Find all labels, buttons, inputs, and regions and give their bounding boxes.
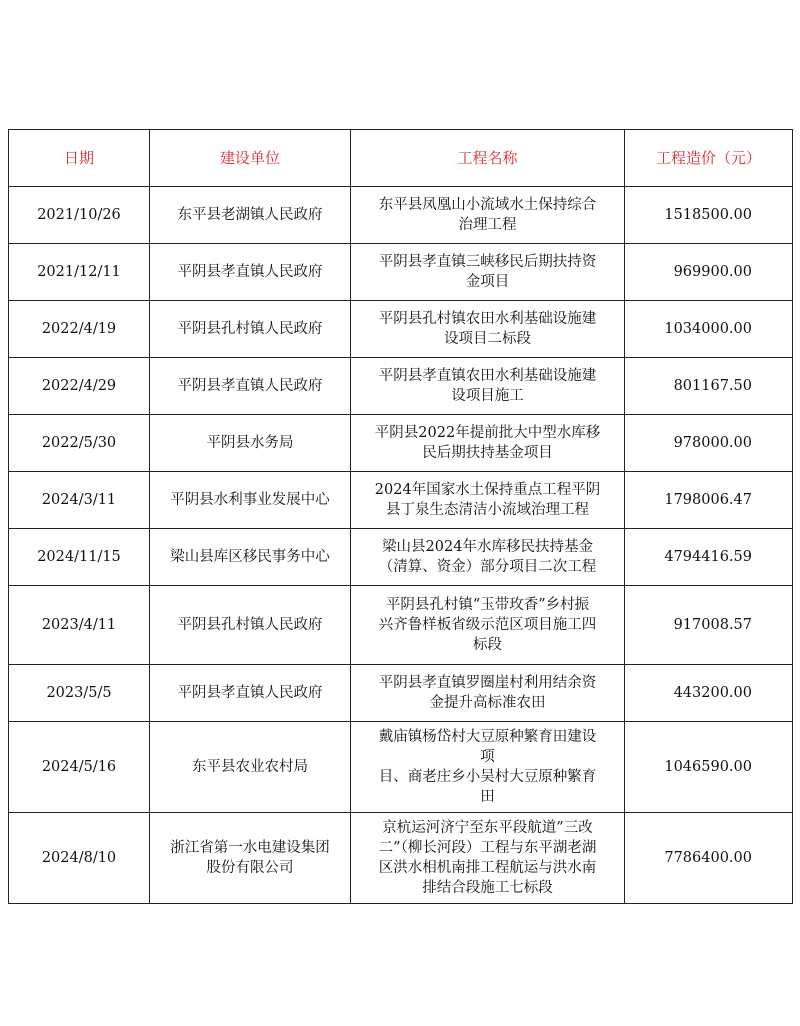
project-cell-line: 戴庙镇杨岱村大豆原种繁育田建设 (378, 729, 597, 745)
project-cell-line: 二”（柳长河段）工程与东平湖老湖 (378, 840, 597, 856)
date-cell: 2024/8/10 (9, 813, 150, 904)
project-cell (351, 415, 625, 472)
project-cell-line: 平阴县孔村镇“玉带玫香”乡村振 (385, 597, 590, 613)
table-row (9, 472, 793, 529)
project-cell-line: 金提升高标准农田 (429, 695, 546, 711)
unit-cell-line: 平阴县水务局 (206, 435, 294, 451)
project-cell (351, 529, 625, 586)
table-row (9, 301, 793, 358)
date-cell: 2024/11/15 (9, 529, 150, 586)
unit-cell (150, 244, 351, 301)
project-cell-line: 京杭运河济宁至东平段航道”三改 (382, 820, 593, 836)
unit-cell (150, 472, 351, 529)
project-cell (351, 187, 625, 244)
project-cell-line: （清算、资金）部分项目二次工程 (378, 559, 597, 575)
project-cell-line: 平阴县2022年提前批大中型水库移 (374, 425, 601, 441)
unit-cell-line: 平阴县孝直镇人民政府 (177, 685, 323, 701)
cost-cell: 4794416.59 (625, 529, 793, 586)
unit-cell-line: 梁山县库区移民事务中心 (170, 549, 330, 565)
project-cell (351, 813, 625, 904)
project-cell-line: 兴齐鲁样板省级示范区项目施工四 (378, 617, 597, 633)
date-cell: 2022/4/19 (9, 301, 150, 358)
unit-cell-line: 浙江省第一水电建设集团 (170, 840, 330, 856)
project-cell (351, 301, 625, 358)
project-cell (351, 244, 625, 301)
project-cell (351, 586, 625, 665)
cost-cell: 969900.00 (625, 244, 793, 301)
unit-cell-line: 平阴县孝直镇人民政府 (177, 378, 323, 394)
project-cell-line: 田 (480, 789, 495, 805)
date-cell: 2024/5/16 (9, 722, 150, 813)
table-row (9, 415, 793, 472)
cost-cell: 801167.50 (625, 358, 793, 415)
project-cell-line: 民后期扶持基金项目 (422, 445, 553, 461)
unit-cell (150, 586, 351, 665)
date-cell: 2023/4/11 (9, 586, 150, 665)
table-row (9, 665, 793, 722)
project-cell-line: 梁山县2024年水库移民扶持基金 (382, 539, 593, 555)
date-cell: 2021/10/26 (9, 187, 150, 244)
unit-cell (150, 358, 351, 415)
unit-cell-line: 东平县老湖镇人民政府 (177, 207, 323, 223)
table-row (9, 244, 793, 301)
unit-cell (150, 301, 351, 358)
unit-cell (150, 187, 351, 244)
date-cell: 2023/5/5 (9, 665, 150, 722)
header-unit: 建设单位 (150, 130, 351, 187)
project-cell-line: 目、商老庄乡小吴村大豆原种繁育 (378, 769, 597, 785)
project-cell (351, 665, 625, 722)
project-cell-line: 项 (480, 749, 495, 765)
table-row (9, 529, 793, 586)
date-cell: 2022/4/29 (9, 358, 150, 415)
unit-cell (150, 415, 351, 472)
cost-cell: 978000.00 (625, 415, 793, 472)
project-cell (351, 358, 625, 415)
table-row (9, 722, 793, 813)
cost-cell: 1798006.47 (625, 472, 793, 529)
project-cell-line: 平阴县孝直镇三峡移民后期扶持资 (378, 254, 597, 270)
unit-cell (150, 722, 351, 813)
project-cell-line: 治理工程 (458, 217, 517, 233)
table-row (9, 586, 793, 665)
unit-cell (150, 665, 351, 722)
unit-cell-line: 平阴县孔村镇人民政府 (177, 321, 323, 337)
project-cell-line: 平阴县孝直镇罗圈崖村利用结余资 (378, 675, 597, 691)
project-cell (351, 722, 625, 813)
cost-cell: 443200.00 (625, 665, 793, 722)
project-cell-line: 排结合段施工七标段 (422, 880, 553, 896)
project-cell-line: 县丁泉生态清洁小流域治理工程 (386, 502, 589, 518)
date-cell: 2022/5/30 (9, 415, 150, 472)
unit-cell-line: 平阴县孝直镇人民政府 (177, 264, 323, 280)
table-row (9, 358, 793, 415)
table-row (9, 187, 793, 244)
table-body (9, 187, 793, 904)
header-cost: 工程造价（元） (625, 130, 793, 187)
cost-cell: 917008.57 (625, 586, 793, 665)
cost-cell: 1034000.00 (625, 301, 793, 358)
cost-cell: 1046590.00 (625, 722, 793, 813)
date-cell: 2021/12/11 (9, 244, 150, 301)
unit-cell (150, 529, 351, 586)
project-table (8, 129, 793, 904)
cost-cell: 7786400.00 (625, 813, 793, 904)
project-cell (351, 472, 625, 529)
date-cell: 2024/3/11 (9, 472, 150, 529)
project-cell-line: 标段 (473, 637, 502, 653)
project-cell-line: 东平县凤凰山小流域水土保持综合 (378, 197, 597, 213)
project-cell-line: 金项目 (465, 274, 510, 290)
project-cell-line: 设项目施工 (451, 388, 524, 404)
project-cell-line: 平阴县孔村镇农田水利基础设施建 (378, 311, 597, 327)
header-project: 工程名称 (351, 130, 625, 187)
unit-cell (150, 813, 351, 904)
project-cell-line: 平阴县孝直镇农田水利基础设施建 (378, 368, 597, 384)
project-table-sheet (8, 129, 792, 904)
cost-cell: 1518500.00 (625, 187, 793, 244)
project-cell-line: 设项目二标段 (444, 331, 531, 347)
unit-cell-line: 平阴县孔村镇人民政府 (177, 617, 323, 633)
header-row (9, 130, 793, 187)
project-cell-line: 区洪水相机南排工程航运与洪水南 (378, 860, 597, 876)
unit-cell-line: 平阴县水利事业发展中心 (170, 492, 330, 508)
project-cell-line: 2024年国家水土保持重点工程平阴 (374, 482, 601, 498)
unit-cell-line: 东平县农业农村局 (192, 759, 308, 775)
table-row (9, 813, 793, 904)
unit-cell-line: 股份有限公司 (206, 860, 294, 876)
header-date: 日期 (9, 130, 150, 187)
